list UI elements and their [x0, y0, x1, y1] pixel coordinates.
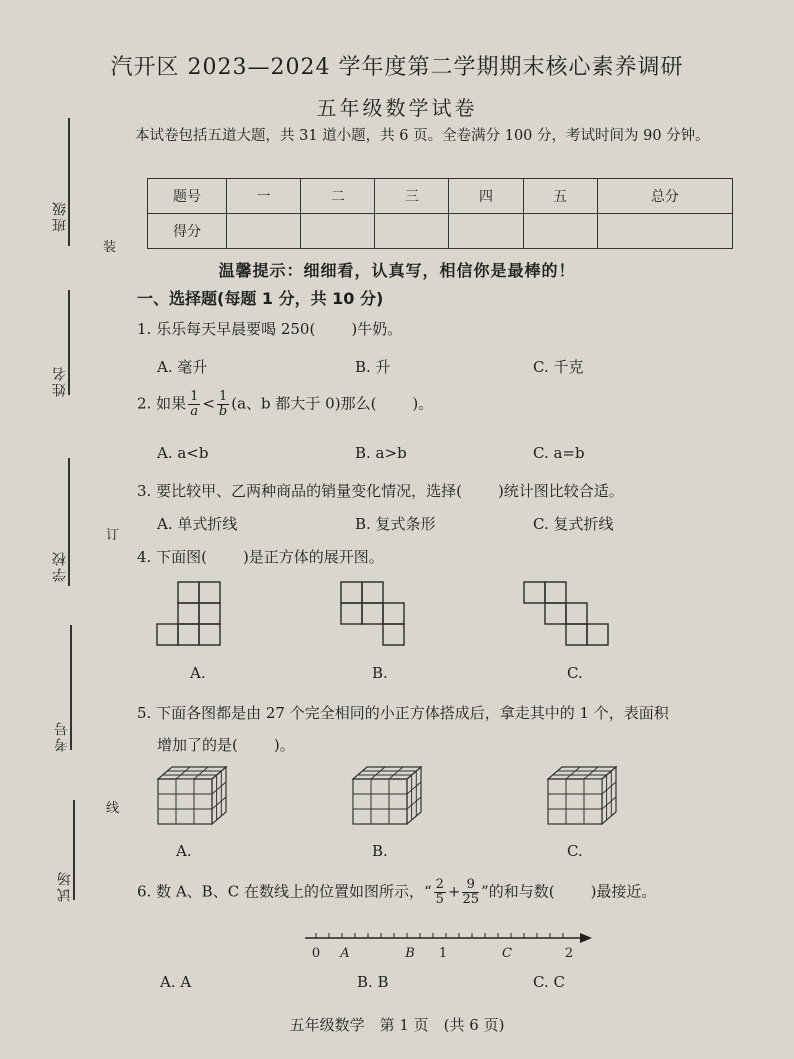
question-2-text: (a、b 都大于 0)那么(: [231, 394, 377, 413]
question-6-text: ”的和与数(: [481, 882, 555, 901]
less-than-sign: <: [202, 394, 215, 413]
net-c: [524, 582, 608, 645]
binding-mark-ding: 订: [106, 528, 120, 543]
cube-stacks-figure: [150, 764, 620, 826]
table-cell: 得分: [148, 214, 227, 249]
fraction-1-over-a: [188, 390, 200, 419]
tick-label-2: 2: [564, 946, 574, 961]
question-3-text-end: )统计图比较合适。: [497, 482, 624, 500]
table-cell: 题号: [148, 179, 227, 214]
point-label-b: B: [405, 946, 415, 961]
cube-nets-figure: [150, 578, 630, 650]
score-input-5[interactable]: [523, 214, 597, 249]
tick-label-0: 0: [311, 946, 321, 961]
score-input-3[interactable]: [375, 214, 449, 249]
q3-option-a[interactable]: A. 单式折线: [157, 515, 238, 533]
q3-option-b[interactable]: B. 复式条形: [355, 515, 436, 533]
number-line-arrow: [580, 933, 592, 943]
question-4-text: 4. 下面图(: [137, 548, 207, 566]
score-input-2[interactable]: [301, 214, 375, 249]
question-6-prefix: 6. 数 A、B、C 在数线上的位置如图所示，“: [137, 882, 432, 901]
fraction-denominator: 5: [435, 892, 444, 907]
section-1-title: 一、选择题(每题 1 分，共 10 分): [137, 289, 384, 308]
exam-subtitle: 五年级数学试卷: [316, 96, 478, 120]
question-2-text-end: )。: [412, 394, 434, 413]
exam-title: 汽开区 2023—2024 学年度第二学期期末核心素养调研: [110, 55, 684, 80]
q2-option-b[interactable]: B. a>b: [355, 444, 407, 462]
table-cell: 四: [449, 179, 523, 214]
question-4: [137, 546, 384, 567]
question-5-line-1: 5. 下面各图都是由 27 个完全相同的小正方体搭成后，拿走其中的 1 个，表面积: [137, 704, 669, 722]
number-line: [300, 924, 600, 964]
q1-option-a[interactable]: A. 毫升: [157, 358, 208, 376]
binding-mark-zhuang: 装: [103, 240, 117, 255]
school-label: 学校: [52, 550, 68, 582]
question-3: [137, 480, 624, 501]
q5-option-c[interactable]: C.: [567, 842, 583, 860]
tick-label-1: 1: [438, 946, 448, 961]
table-cell: 三: [375, 179, 449, 214]
question-2: [137, 390, 433, 419]
cube-stack-a: [158, 767, 226, 824]
class-label: 班级: [52, 200, 68, 232]
fraction-denominator: b: [218, 404, 228, 419]
q5-option-a[interactable]: A.: [176, 842, 192, 860]
question-5-text: 增加了的是(: [157, 736, 238, 754]
point-label-c: C: [502, 946, 512, 961]
question-3-text: 3. 要比较甲、乙两种商品的销量变化情况，选择(: [137, 482, 462, 500]
exam-room-label: 试场: [57, 870, 73, 902]
fraction-denominator: a: [190, 404, 199, 419]
net-b: [341, 582, 404, 645]
question-1: [137, 318, 402, 339]
score-table-header-row: [148, 179, 733, 214]
fraction-numerator: 1: [190, 389, 199, 404]
exam-intro: 本试卷包括五道大题，共 31 道小题，共 6 页。全卷满分 100 分，考试时间为 90 分钟。: [135, 128, 710, 144]
score-table: [147, 178, 733, 249]
q1-option-b[interactable]: B. 升: [355, 358, 391, 376]
binding-mark-xian: 线: [106, 801, 120, 816]
q6-option-b[interactable]: B. B: [357, 973, 389, 991]
q4-option-a[interactable]: A.: [190, 664, 206, 682]
q2-option-c[interactable]: C. a=b: [533, 444, 585, 462]
score-input-total[interactable]: [597, 214, 732, 249]
q1-option-c[interactable]: C. 千克: [533, 358, 584, 376]
q4-option-c[interactable]: C.: [567, 664, 583, 682]
q6-option-c[interactable]: C. C: [533, 973, 565, 991]
fraction-2-5: [434, 878, 446, 907]
fraction-numerator: 9: [462, 878, 479, 893]
q2-option-a[interactable]: A. a<b: [157, 444, 209, 462]
point-label-a: A: [340, 946, 350, 961]
question-1-text-end: )牛奶。: [351, 320, 403, 338]
score-input-1[interactable]: [227, 214, 301, 249]
net-a: [157, 582, 220, 645]
score-table-score-row: [148, 214, 733, 249]
plus-sign: +: [447, 882, 461, 901]
q5-option-b[interactable]: B.: [372, 842, 388, 860]
q3-option-c[interactable]: C. 复式折线: [533, 515, 614, 533]
question-4-text-end: )是正方体的展开图。: [242, 548, 384, 566]
fraction-9-25: [462, 878, 479, 907]
table-cell: 二: [301, 179, 375, 214]
exam-number-label: 考号: [54, 720, 70, 752]
fraction-1-over-b: [217, 390, 229, 419]
fraction-numerator: 1: [218, 389, 228, 404]
table-cell: 五: [523, 179, 597, 214]
question-6: [137, 878, 656, 907]
question-6-text-end: )最接近。: [590, 882, 657, 901]
table-cell: 一: [227, 179, 301, 214]
question-2-prefix: 2. 如果: [137, 394, 187, 413]
score-input-4[interactable]: [449, 214, 523, 249]
question-5-line-2: [157, 734, 295, 755]
question-5-text-end: )。: [273, 736, 295, 754]
cube-stack-b: [353, 767, 421, 824]
page-footer: 五年级数学 第 1 页 (共 6 页): [289, 1016, 505, 1034]
q6-option-a[interactable]: A. A: [160, 973, 192, 991]
fraction-denominator: 25: [462, 892, 480, 907]
fraction-numerator: 2: [435, 877, 444, 892]
cube-stack-c: [548, 767, 616, 824]
name-label: 姓名: [52, 365, 68, 397]
q4-option-b[interactable]: B.: [372, 664, 388, 682]
question-1-text: 1. 乐乐每天早晨要喝 250(: [137, 320, 316, 338]
table-cell: 总分: [597, 179, 732, 214]
warm-tip: 温馨提示：细细看，认真写，相信你是最棒的！: [218, 261, 576, 280]
